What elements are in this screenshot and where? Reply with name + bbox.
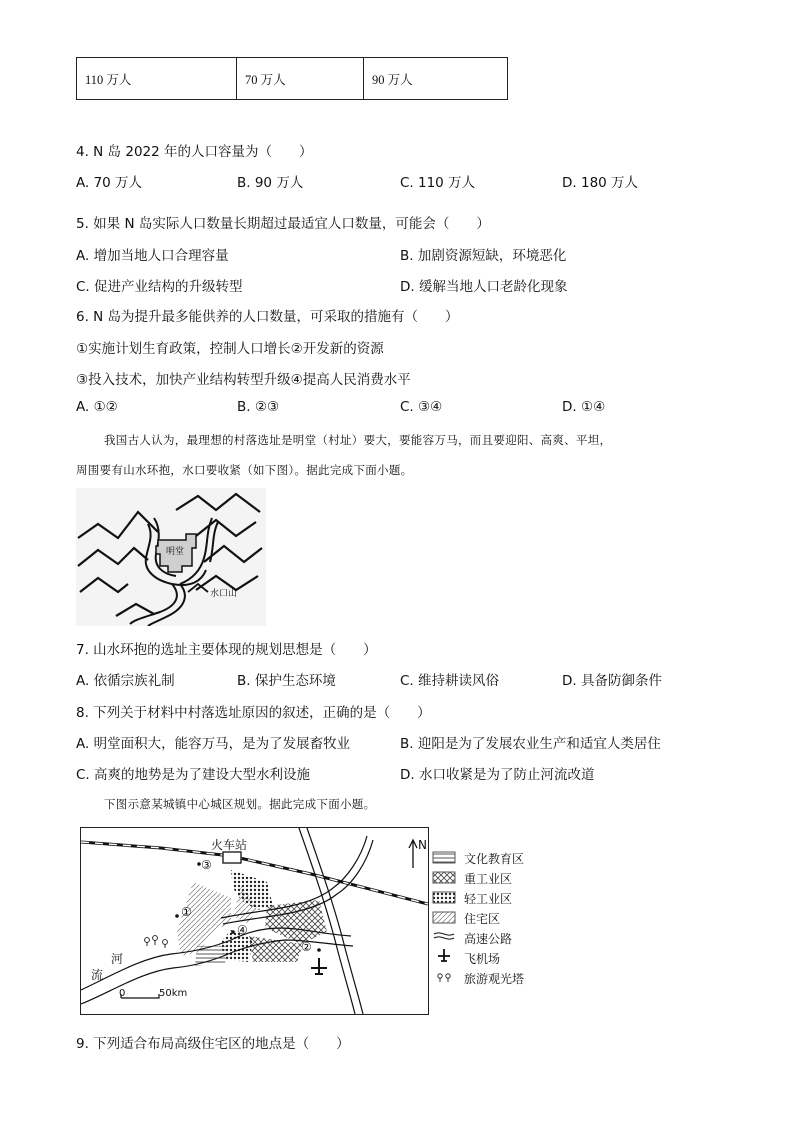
passage-1-line-1: 我国古人认为，最理想的村落选址是明堂（村址）要大，要能容万马，而且要迎阳、高爽、平坦， bbox=[104, 433, 612, 447]
q4-option-a[interactable]: A. 70 万人 bbox=[76, 175, 143, 191]
table-cell: 110 万人 bbox=[77, 58, 237, 100]
point-3-label: ③ bbox=[201, 858, 212, 872]
q8-option-a[interactable]: A. 明堂面积大，能容万马，是为了发展畜牧业 bbox=[76, 736, 351, 752]
q6-statement-line-2: ③投入技术，加快产业结构转型升级④提高人民消费水平 bbox=[76, 372, 411, 388]
q5-option-a[interactable]: A. 增加当地人口合理容量 bbox=[76, 248, 229, 264]
river-label-2: 流 bbox=[91, 968, 104, 982]
passage-1-line-2: 周围要有山水环抱，水口要收紧（如下图）。据此完成下面小题。 bbox=[76, 463, 413, 477]
airport-icon bbox=[311, 958, 327, 974]
question-9-stem: 9. 下列适合布局高级住宅区的地点是（ ） bbox=[76, 1036, 350, 1052]
station-label: 火车站 bbox=[211, 838, 248, 852]
legend-tower-icon bbox=[438, 974, 450, 982]
q8-option-b[interactable]: B. 迎阳是为了发展农业生产和适宜人类居住 bbox=[400, 736, 661, 752]
legend-label-highway: 高速公路 bbox=[464, 932, 513, 946]
q6-option-c[interactable]: C. ③④ bbox=[400, 399, 443, 415]
q4-option-c[interactable]: C. 110 万人 bbox=[400, 175, 476, 191]
q7-option-b[interactable]: B. 保护生态环境 bbox=[237, 673, 336, 689]
question-8-stem: 8. 下列关于材料中村落选址原因的叙述，正确的是（ ） bbox=[76, 705, 431, 721]
legend-highway-symbol bbox=[434, 933, 454, 939]
point-2-label: ② bbox=[301, 940, 312, 954]
point-4-label: ④ bbox=[237, 923, 248, 937]
question-5-stem: 5. 如果 N 岛实际人口数量长期超过最适宜人口数量，可能会（ ） bbox=[76, 216, 490, 232]
north-arrow-icon bbox=[409, 840, 417, 868]
q6-statement-line-1: ①实施计划生育政策，控制人口增长②开发新的资源 bbox=[76, 341, 384, 357]
question-6-stem: 6. N 岛为提升最多能供养的人口数量，可采取的措施有（ ） bbox=[76, 309, 459, 325]
q5-option-c[interactable]: C. 促进产业结构的升级转型 bbox=[76, 279, 243, 295]
legend-label-heavy: 重工业区 bbox=[464, 872, 513, 886]
q5-option-b[interactable]: B. 加剧资源短缺，环境恶化 bbox=[400, 248, 567, 264]
q7-option-d[interactable]: D. 具备防御条件 bbox=[562, 673, 662, 689]
q6-option-d[interactable]: D. ①④ bbox=[562, 399, 606, 415]
legend-heavy-swatch bbox=[433, 872, 455, 883]
scale-bar bbox=[121, 994, 159, 998]
legend-label-culture: 文化教育区 bbox=[464, 852, 525, 866]
q8-option-c[interactable]: C. 高爽的地势是为了建设大型水利设施 bbox=[76, 767, 311, 783]
city-plan-map bbox=[80, 827, 429, 1015]
legend-light-swatch bbox=[433, 892, 455, 903]
q5-option-d[interactable]: D. 缓解当地人口老龄化现象 bbox=[400, 279, 568, 295]
table-cell: 90 万人 bbox=[364, 58, 508, 100]
population-table bbox=[76, 57, 508, 100]
city-map-legend bbox=[432, 848, 582, 998]
scale-zero-label: 0 bbox=[119, 988, 126, 999]
city-plan-drawing bbox=[81, 828, 428, 1014]
q6-option-a[interactable]: A. ①② bbox=[76, 399, 118, 415]
legend-airport-icon bbox=[438, 949, 450, 961]
water-mouth-label: 水口山 bbox=[210, 589, 238, 599]
q7-option-c[interactable]: C. 维持耕读风俗 bbox=[400, 673, 500, 689]
legend-label-residential: 住宅区 bbox=[464, 912, 501, 926]
north-label: N bbox=[418, 838, 427, 852]
question-7-stem: 7. 山水环抱的选址主要体现的规划思想是（ ） bbox=[76, 642, 377, 658]
legend-residential-swatch bbox=[433, 912, 455, 923]
river-label-1: 河 bbox=[111, 952, 124, 966]
tourist-tower-icons bbox=[145, 936, 168, 948]
legend-symbols bbox=[432, 848, 462, 998]
village-site-figure bbox=[76, 488, 266, 626]
table-cell: 70 万人 bbox=[237, 58, 364, 100]
q8-option-d[interactable]: D. 水口收紧是为了防止河流改道 bbox=[400, 767, 595, 783]
heavy-industry-zone bbox=[265, 900, 327, 944]
legend-label-light: 轻工业区 bbox=[464, 892, 513, 906]
scale-distance-label: 50km bbox=[159, 988, 188, 999]
q4-option-d[interactable]: D. 180 万人 bbox=[562, 175, 639, 191]
railway-station-marker bbox=[223, 852, 241, 863]
q7-option-a[interactable]: A. 依循宗族礼制 bbox=[76, 673, 175, 689]
question-4-stem: 4. N 岛 2022 年的人口容量为（ ） bbox=[76, 144, 313, 160]
q6-option-b[interactable]: B. ②③ bbox=[237, 399, 280, 415]
village-map-drawing bbox=[76, 488, 266, 626]
passage-2-line-1: 下图示意某城镇中心城区规划。据此完成下面小题。 bbox=[104, 797, 376, 811]
point-1-label: ① bbox=[181, 905, 192, 919]
legend-label-airport: 飞机场 bbox=[464, 952, 501, 966]
table-row bbox=[77, 58, 508, 100]
mingtang-label: 明堂 bbox=[166, 547, 185, 557]
q4-option-b[interactable]: B. 90 万人 bbox=[237, 175, 304, 191]
legend-label-tower: 旅游观光塔 bbox=[464, 972, 525, 986]
legend-culture-swatch bbox=[433, 852, 455, 863]
